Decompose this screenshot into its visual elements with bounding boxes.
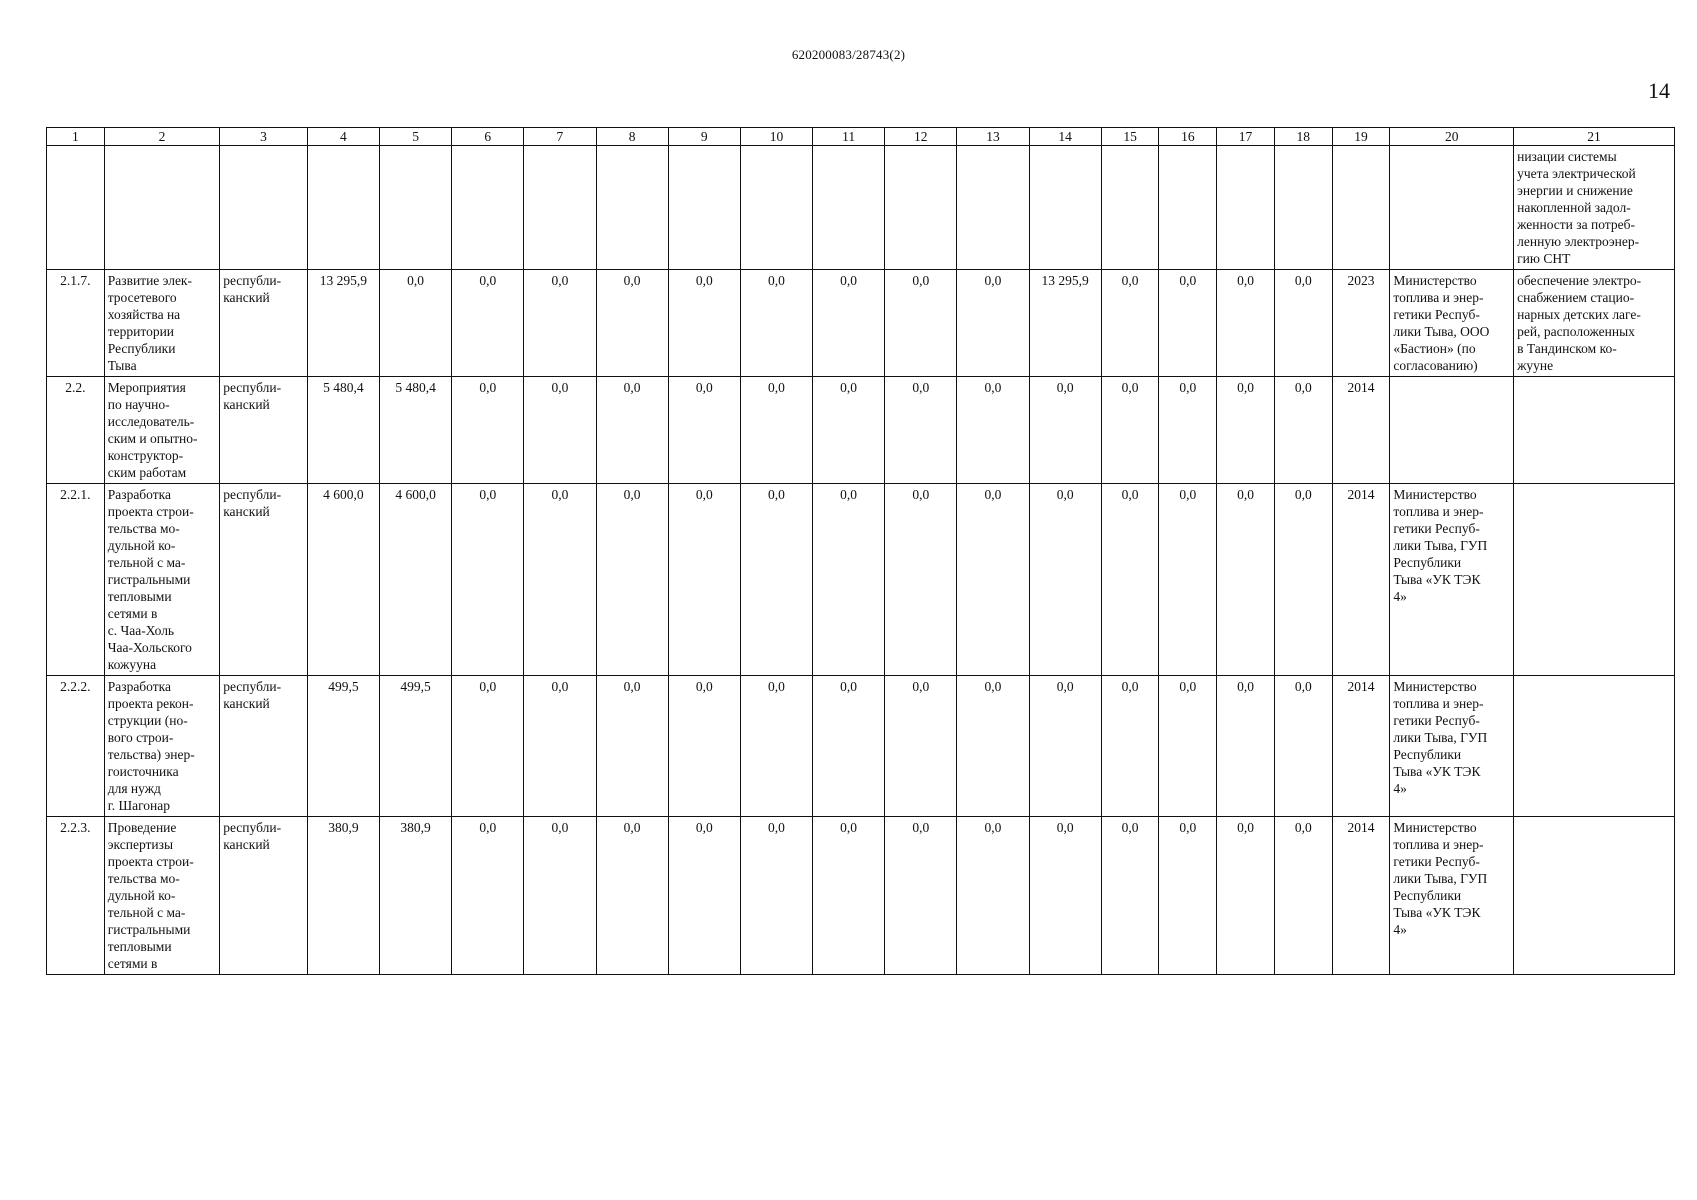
table-row <box>47 146 1675 270</box>
table-row <box>47 817 1675 975</box>
table-cell-col-3: республи- канский <box>220 377 308 484</box>
column-number-13: 13 <box>957 128 1029 146</box>
table-cell-col-12: 0,0 <box>885 377 957 484</box>
table-cell-col-6: 0,0 <box>452 484 524 676</box>
table-cell-col-6: 0,0 <box>452 270 524 377</box>
table-cell-col-6: 0,0 <box>452 817 524 975</box>
table-cell-col-15: 0,0 <box>1101 484 1159 676</box>
table-cell-col-7: 0,0 <box>524 270 596 377</box>
table-cell-col-9: 0,0 <box>668 817 740 975</box>
column-number-8: 8 <box>596 128 668 146</box>
table-cell-col-11: 0,0 <box>813 817 885 975</box>
column-number-18: 18 <box>1274 128 1332 146</box>
table-cell-col-4: 13 295,9 <box>307 270 379 377</box>
table-cell-col-6: 0,0 <box>452 676 524 817</box>
table-cell-col-12: 0,0 <box>885 817 957 975</box>
table-cell-col-13: 0,0 <box>957 377 1029 484</box>
column-number-15: 15 <box>1101 128 1159 146</box>
table-cell-col-10: 0,0 <box>740 377 812 484</box>
table-cell-col-11: 0,0 <box>813 484 885 676</box>
table-cell-col-18: 0,0 <box>1274 484 1332 676</box>
table-cell-col-3: республи- канский <box>220 270 308 377</box>
table-cell-col-16: 0,0 <box>1159 377 1217 484</box>
table-cell-col-1 <box>47 146 105 270</box>
table-cell-col-16: 0,0 <box>1159 270 1217 377</box>
table-row <box>47 484 1675 676</box>
table-cell-col-7: 0,0 <box>524 484 596 676</box>
table-cell-col-6 <box>452 146 524 270</box>
column-number-12: 12 <box>885 128 957 146</box>
table-cell-col-10: 0,0 <box>740 270 812 377</box>
table-cell-col-1: 2.1.7. <box>47 270 105 377</box>
table-cell-col-19: 2023 <box>1332 270 1390 377</box>
table-cell-col-10 <box>740 146 812 270</box>
table-cell-col-19: 2014 <box>1332 484 1390 676</box>
table-cell-col-19: 2014 <box>1332 377 1390 484</box>
table-cell-col-2: Развитие элек- тросетевого хозяйства на территории Республики Тыва <box>104 270 219 377</box>
table-cell-col-8: 0,0 <box>596 377 668 484</box>
table-cell-col-11: 0,0 <box>813 676 885 817</box>
table-cell-col-3 <box>220 146 308 270</box>
column-number-16: 16 <box>1159 128 1217 146</box>
table-cell-col-17: 0,0 <box>1217 676 1275 817</box>
table-cell-col-21 <box>1514 484 1675 676</box>
table-cell-col-18: 0,0 <box>1274 817 1332 975</box>
table-cell-col-14: 0,0 <box>1029 377 1101 484</box>
table-cell-col-6: 0,0 <box>452 377 524 484</box>
page-number: 14 <box>1648 78 1670 103</box>
table-cell-col-9: 0,0 <box>668 676 740 817</box>
column-number-7: 7 <box>524 128 596 146</box>
column-number-21: 21 <box>1514 128 1675 146</box>
table-cell-col-7 <box>524 146 596 270</box>
table-cell-col-21: низации системы учета электрической энергии и снижение накопленной задол- женности за потреб- ленную электроэнер- гию СНТ <box>1514 146 1675 270</box>
table-cell-col-2: Разработка проекта рекон- струкции (но- вого строи- тельства) энер- гоисточника для нужд г. Шагонар <box>104 676 219 817</box>
program-table <box>46 127 1675 975</box>
column-number-6: 6 <box>452 128 524 146</box>
table-cell-col-12 <box>885 146 957 270</box>
table-cell-col-18: 0,0 <box>1274 676 1332 817</box>
table-cell-col-8 <box>596 146 668 270</box>
table-body <box>47 128 1675 975</box>
table-cell-col-21 <box>1514 377 1675 484</box>
table-cell-col-2: Разработка проекта строи- тельства мо- дульной ко- тельной с ма- гистральными тепловыми сетями в с. Чаа-Холь Чаа-Хольского кожууна <box>104 484 219 676</box>
table-cell-col-13: 0,0 <box>957 270 1029 377</box>
table-cell-col-17: 0,0 <box>1217 817 1275 975</box>
column-number-10: 10 <box>740 128 812 146</box>
column-number-3: 3 <box>220 128 308 146</box>
column-number-1: 1 <box>47 128 105 146</box>
column-number-4: 4 <box>307 128 379 146</box>
table-cell-col-2 <box>104 146 219 270</box>
table-cell-col-17: 0,0 <box>1217 270 1275 377</box>
table-cell-col-9 <box>668 146 740 270</box>
column-number-9: 9 <box>668 128 740 146</box>
column-number-19: 19 <box>1332 128 1390 146</box>
table-cell-col-15: 0,0 <box>1101 676 1159 817</box>
table-cell-col-19: 2014 <box>1332 817 1390 975</box>
column-number-row <box>47 128 1675 146</box>
table-cell-col-4: 4 600,0 <box>307 484 379 676</box>
table-row <box>47 270 1675 377</box>
table-cell-col-21 <box>1514 817 1675 975</box>
table-cell-col-9: 0,0 <box>668 484 740 676</box>
column-number-11: 11 <box>813 128 885 146</box>
table-cell-col-14 <box>1029 146 1101 270</box>
table-cell-col-15: 0,0 <box>1101 270 1159 377</box>
table-cell-col-18: 0,0 <box>1274 377 1332 484</box>
table-cell-col-3: республи- канский <box>220 676 308 817</box>
table-cell-col-14: 0,0 <box>1029 676 1101 817</box>
table-cell-col-3: республи- канский <box>220 817 308 975</box>
table-cell-col-7: 0,0 <box>524 377 596 484</box>
table-cell-col-5: 5 480,4 <box>380 377 452 484</box>
table-cell-col-12: 0,0 <box>885 270 957 377</box>
table-cell-col-9: 0,0 <box>668 270 740 377</box>
table-cell-col-17: 0,0 <box>1217 377 1275 484</box>
table-cell-col-8: 0,0 <box>596 484 668 676</box>
table-cell-col-19: 2014 <box>1332 676 1390 817</box>
table-cell-col-18 <box>1274 146 1332 270</box>
table-cell-col-20: Министерство топлива и энер- гетики Респуб- лики Тыва, ООО «Бастион» (по согласованию) <box>1390 270 1514 377</box>
table-cell-col-5: 4 600,0 <box>380 484 452 676</box>
table-cell-col-10: 0,0 <box>740 484 812 676</box>
table-cell-col-2: Проведение экспертизы проекта строи- тельства мо- дульной ко- тельной с ма- гистральными тепловыми сетями в <box>104 817 219 975</box>
table-cell-col-3: республи- канский <box>220 484 308 676</box>
table-cell-col-15 <box>1101 146 1159 270</box>
table-cell-col-4: 499,5 <box>307 676 379 817</box>
table-cell-col-21: обеспечение электро- снабжением стацио- нарных детских лаге- рей, расположенных в Тандинском ко- жууне <box>1514 270 1675 377</box>
table-cell-col-16 <box>1159 146 1217 270</box>
table-cell-col-20: Министерство топлива и энер- гетики Респуб- лики Тыва, ГУП Республики Тыва «УК ТЭК 4» <box>1390 817 1514 975</box>
table-cell-col-16: 0,0 <box>1159 484 1217 676</box>
table-cell-col-5: 0,0 <box>380 270 452 377</box>
table-cell-col-2: Мероприятия по научно- исследователь- ским и опытно- конструктор- ским работам <box>104 377 219 484</box>
table-cell-col-4 <box>307 146 379 270</box>
table-cell-col-21 <box>1514 676 1675 817</box>
table-cell-col-1: 2.2. <box>47 377 105 484</box>
table-cell-col-11: 0,0 <box>813 377 885 484</box>
table-cell-col-5: 380,9 <box>380 817 452 975</box>
table-cell-col-8: 0,0 <box>596 270 668 377</box>
table-cell-col-13 <box>957 146 1029 270</box>
table-cell-col-12: 0,0 <box>885 676 957 817</box>
table-cell-col-14: 0,0 <box>1029 484 1101 676</box>
table-cell-col-19 <box>1332 146 1390 270</box>
table-cell-col-1: 2.2.2. <box>47 676 105 817</box>
table-cell-col-20 <box>1390 146 1514 270</box>
table-cell-col-10: 0,0 <box>740 817 812 975</box>
table-cell-col-15: 0,0 <box>1101 817 1159 975</box>
table-cell-col-13: 0,0 <box>957 817 1029 975</box>
table-cell-col-10: 0,0 <box>740 676 812 817</box>
table-cell-col-13: 0,0 <box>957 484 1029 676</box>
table-cell-col-16: 0,0 <box>1159 817 1217 975</box>
table-cell-col-8: 0,0 <box>596 817 668 975</box>
column-number-20: 20 <box>1390 128 1514 146</box>
table-cell-col-17 <box>1217 146 1275 270</box>
table-cell-col-11 <box>813 146 885 270</box>
table-cell-col-14: 0,0 <box>1029 817 1101 975</box>
column-number-17: 17 <box>1217 128 1275 146</box>
table-cell-col-9: 0,0 <box>668 377 740 484</box>
table-cell-col-4: 5 480,4 <box>307 377 379 484</box>
table-cell-col-7: 0,0 <box>524 676 596 817</box>
table-cell-col-11: 0,0 <box>813 270 885 377</box>
table-cell-col-5 <box>380 146 452 270</box>
document-id: 620200083/28743(2) <box>791 47 906 62</box>
table-cell-col-1: 2.2.1. <box>47 484 105 676</box>
table-cell-col-20: Министерство топлива и энер- гетики Респуб- лики Тыва, ГУП Республики Тыва «УК ТЭК 4» <box>1390 676 1514 817</box>
table-cell-col-1: 2.2.3. <box>47 817 105 975</box>
table-cell-col-4: 380,9 <box>307 817 379 975</box>
table-cell-col-20 <box>1390 377 1514 484</box>
table-cell-col-13: 0,0 <box>957 676 1029 817</box>
table-cell-col-7: 0,0 <box>524 817 596 975</box>
table-cell-col-15: 0,0 <box>1101 377 1159 484</box>
table-cell-col-12: 0,0 <box>885 484 957 676</box>
table-cell-col-17: 0,0 <box>1217 484 1275 676</box>
table-cell-col-20: Министерство топлива и энер- гетики Респуб- лики Тыва, ГУП Республики Тыва «УК ТЭК 4» <box>1390 484 1514 676</box>
table-row <box>47 377 1675 484</box>
table-row <box>47 676 1675 817</box>
table-cell-col-5: 499,5 <box>380 676 452 817</box>
column-number-14: 14 <box>1029 128 1101 146</box>
table-cell-col-14: 13 295,9 <box>1029 270 1101 377</box>
column-number-2: 2 <box>104 128 219 146</box>
table-cell-col-18: 0,0 <box>1274 270 1332 377</box>
table-cell-col-16: 0,0 <box>1159 676 1217 817</box>
table-cell-col-8: 0,0 <box>596 676 668 817</box>
column-number-5: 5 <box>380 128 452 146</box>
